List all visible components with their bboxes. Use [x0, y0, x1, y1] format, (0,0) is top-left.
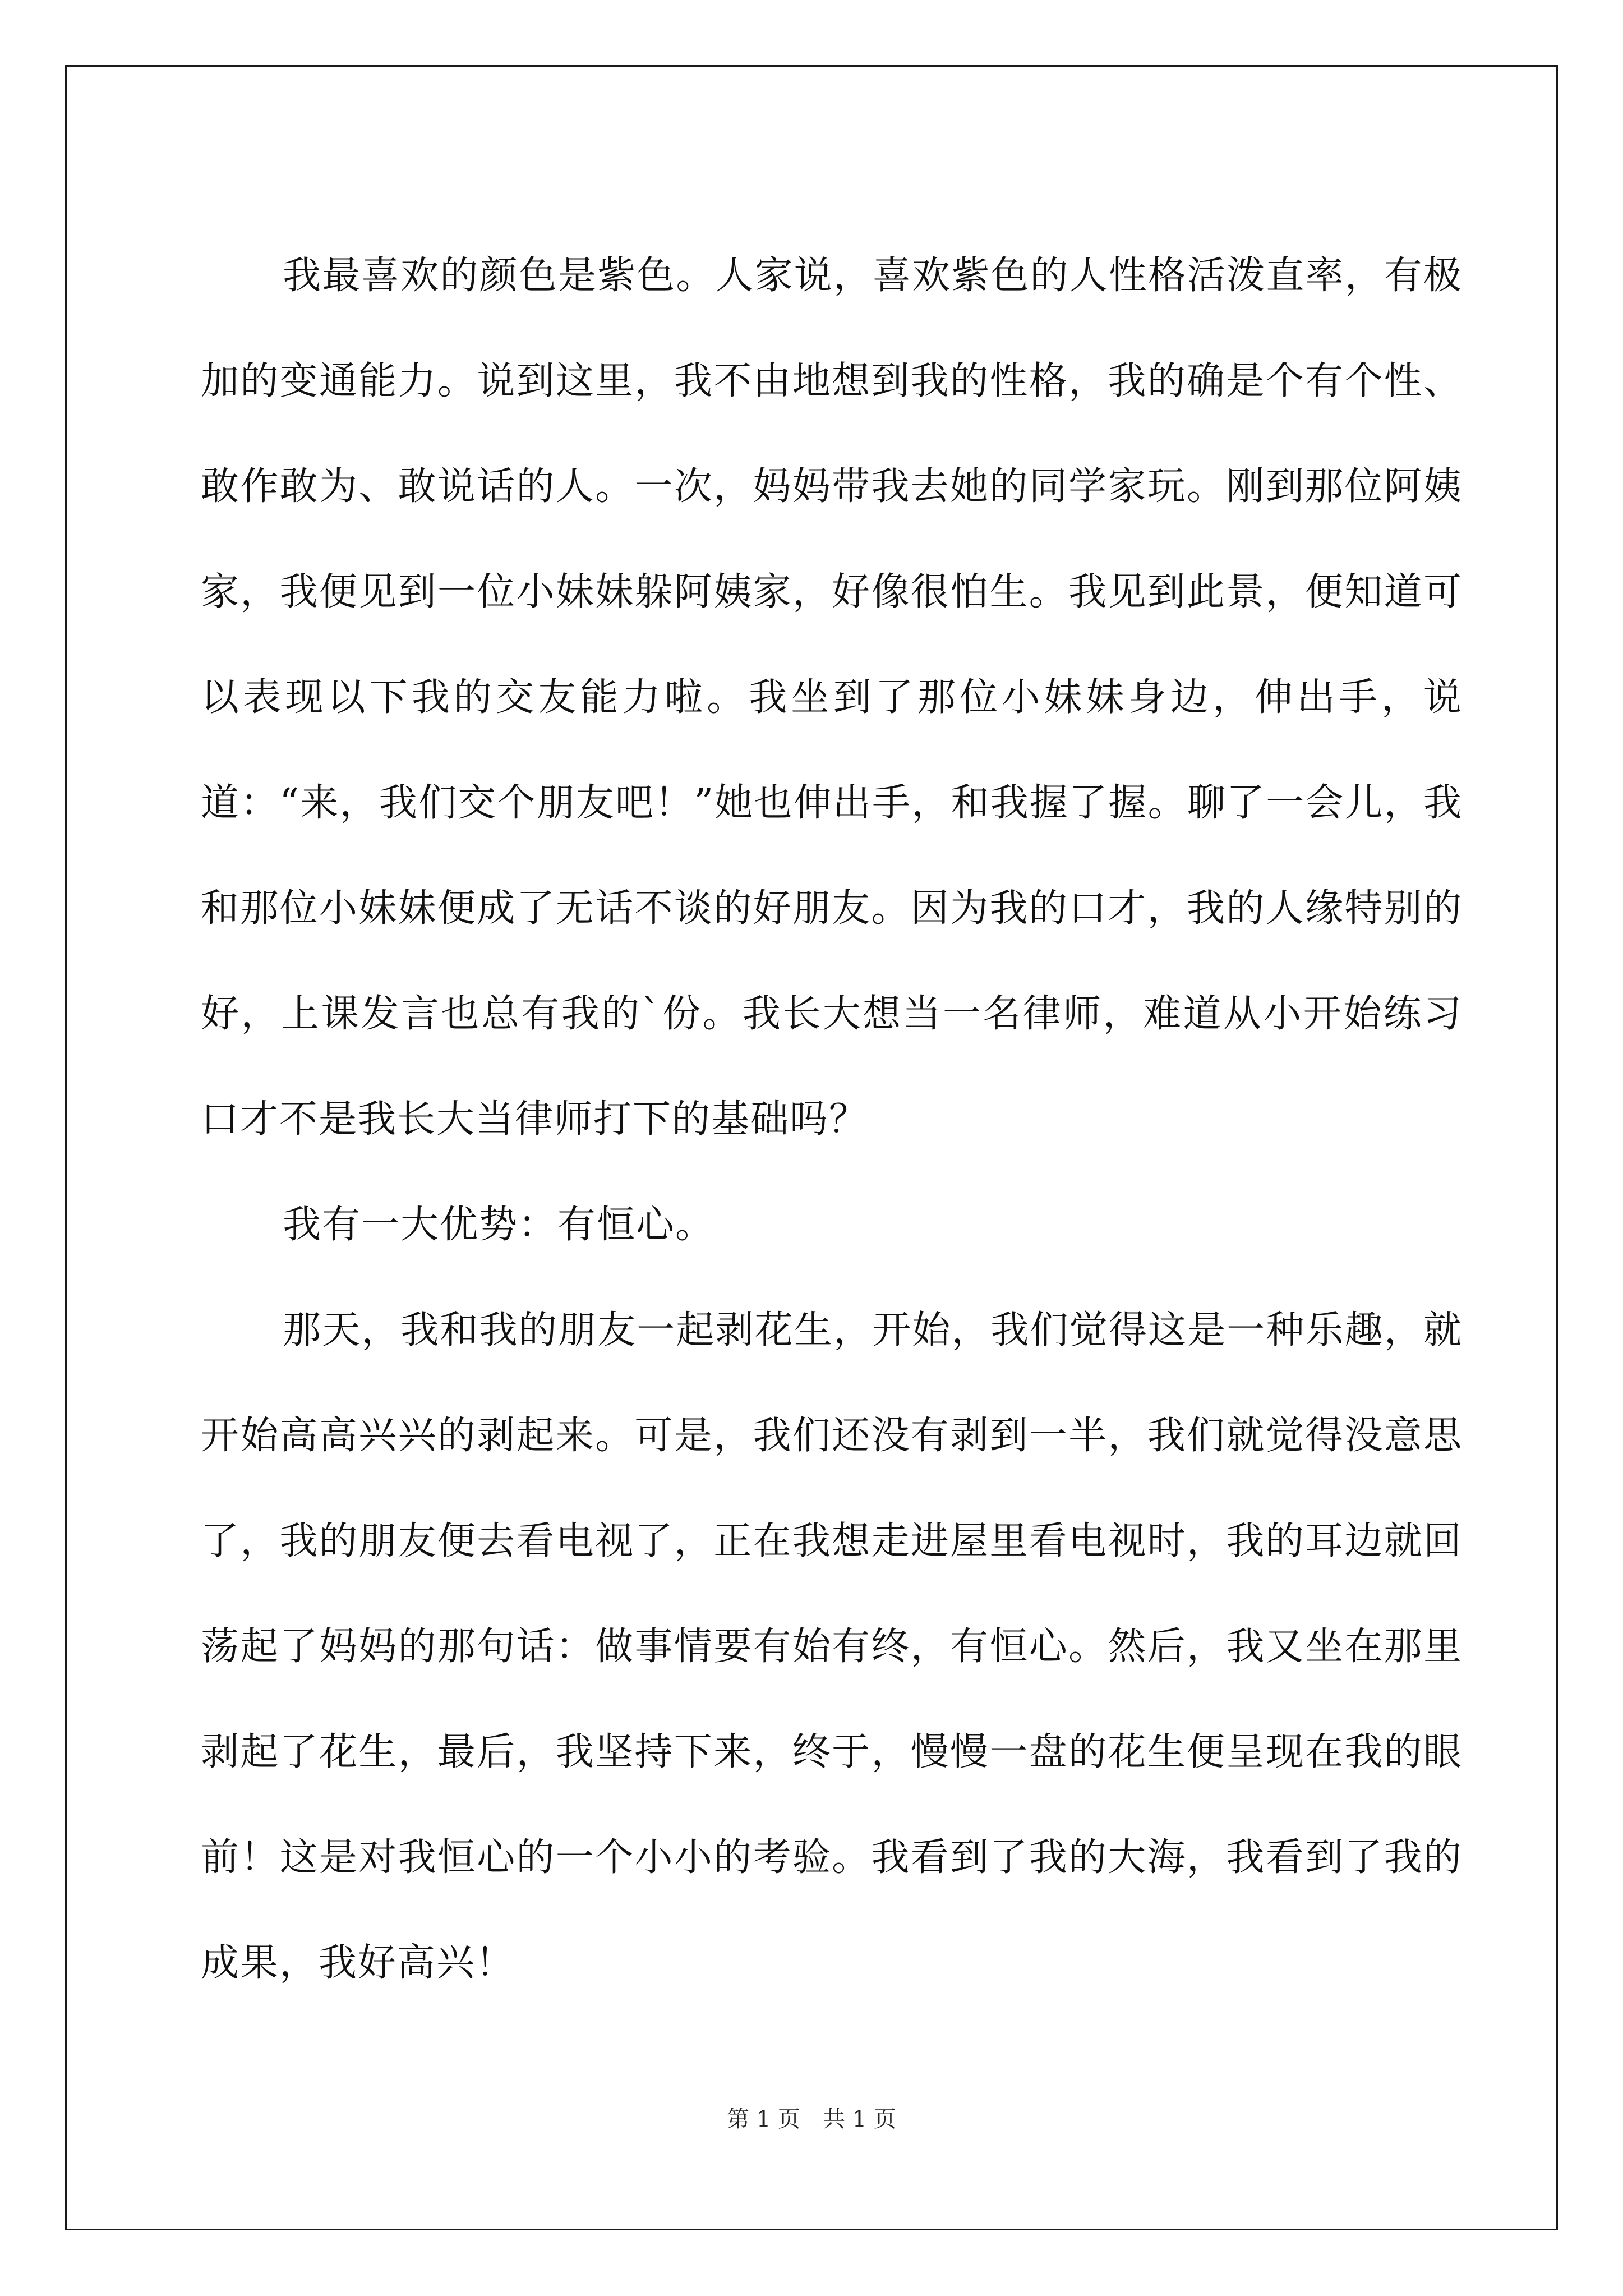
paragraph-2: 我有一大优势：有恒心。 [283, 1203, 715, 1247]
paragraph-3: 那天，我和我的朋友一起剥花生，开始，我们觉得这是一种乐趣，就开始高高兴兴的剥起来。可是，我们还没有剥到一半，我们就觉得没意思了，我的朋友便去看电视了，正在我想走进屋里看电视时，我的耳边就回荡起了妈妈的那句话：做事情要有始有终，有恒心。然后，我又坐在那里剥起了花生，最后，我坚持下来，终于，慢慢一盘的花生便呈现在我的眼前！这是对我恒心的一个小小的考验。我看到了我的大海，我看到了我的成果，我好高兴！ [201, 1308, 1463, 1985]
paragraph-1: 我最喜欢的颜色是紫色。人家说，喜欢紫色的人性格活泼直率，有极加的变通能力。说到这里，我不由地想到我的性格，我的确是个有个性、敢作敢为、敢说话的人。一次，妈妈带我去她的同学家玩。刚到那位阿姨家，我便见到一位小妹妹躲阿姨家，好像很怕生。我见到此景，便知道可以表现以下我的交友能力啦。我坐到了那位小妹妹身边，伸出手，说道：“来，我们交个朋友吧！”她也伸出手，和我握了握。聊了一会儿，我和那位小妹妹便成了无话不谈的好朋友。因为我的口才，我的人缘特别的好，上课发言也总有我的`份。我长大想当一名律师，难道从小开始练习口才不是我长大当律师打下的基础吗？ [201, 254, 1463, 1142]
page-number-footer: 第 1 页 共 1 页 [727, 2106, 896, 2132]
document-body [201, 223, 1463, 2016]
